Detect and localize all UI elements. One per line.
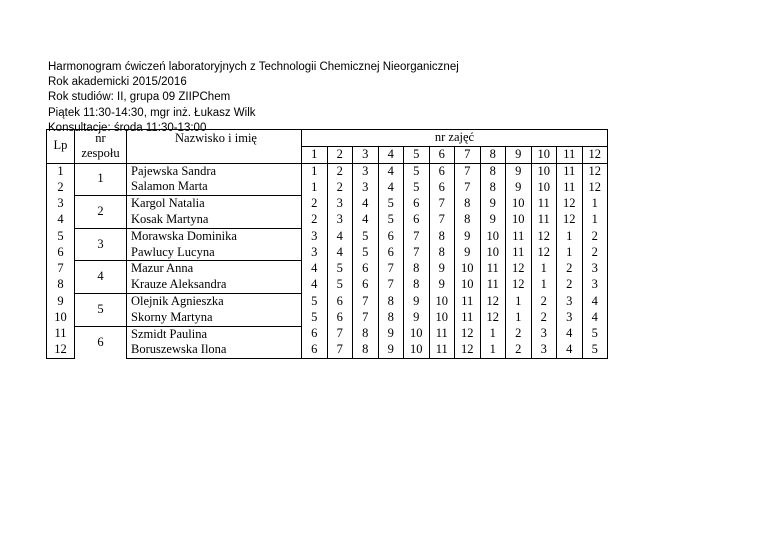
row-session-cell: 7: [404, 245, 430, 261]
row-team-number: 4: [75, 261, 127, 294]
table-row: [47, 196, 608, 212]
row-student-name: Kargol Natalia: [127, 196, 302, 212]
row-session-cell: 4: [353, 212, 379, 228]
row-session-cell: 7: [353, 293, 379, 309]
row-session-cell: 7: [327, 326, 353, 342]
row-session-cell: 3: [557, 310, 583, 326]
row-session-cell: 12: [582, 163, 608, 179]
row-session-cell: 1: [531, 261, 557, 277]
row-session-cell: 2: [327, 163, 353, 179]
row-session-cell: 7: [429, 196, 455, 212]
row-session-cell: 12: [480, 310, 506, 326]
row-session-cell: 2: [302, 196, 328, 212]
row-session-cell: 1: [302, 179, 328, 195]
row-session-cell: 1: [582, 212, 608, 228]
row-session-cell: 11: [506, 228, 532, 244]
session-number: 2: [327, 146, 353, 163]
row-session-cell: 5: [327, 277, 353, 293]
row-session-cell: 9: [480, 196, 506, 212]
row-session-cell: 3: [582, 277, 608, 293]
row-session-cell: 4: [378, 163, 404, 179]
row-student-name: Skorny Martyna: [127, 310, 302, 326]
row-session-cell: 4: [327, 245, 353, 261]
row-lp: 11: [47, 326, 75, 342]
row-session-cell: 10: [404, 326, 430, 342]
row-session-cell: 12: [582, 179, 608, 195]
table-row: [47, 179, 608, 195]
session-number: 6: [429, 146, 455, 163]
row-student-name: Boruszewska Ilona: [127, 342, 302, 358]
row-session-cell: 8: [429, 245, 455, 261]
row-session-cell: 8: [404, 277, 430, 293]
row-lp: 12: [47, 342, 75, 358]
row-session-cell: 9: [404, 293, 430, 309]
row-student-name: Olejnik Agnieszka: [127, 293, 302, 309]
row-lp: 5: [47, 228, 75, 244]
row-session-cell: 5: [582, 342, 608, 358]
header-name: [127, 130, 302, 164]
row-session-cell: 4: [353, 196, 379, 212]
row-session-cell: 4: [557, 326, 583, 342]
row-session-cell: 6: [327, 310, 353, 326]
table-row: [47, 261, 608, 277]
header-team-number: [75, 130, 127, 164]
table-row: [47, 228, 608, 244]
session-number: 12: [582, 146, 608, 163]
row-session-cell: 1: [582, 196, 608, 212]
row-session-cell: 3: [353, 163, 379, 179]
row-session-cell: 12: [557, 196, 583, 212]
row-session-cell: 7: [327, 342, 353, 358]
row-session-cell: 11: [455, 293, 481, 309]
row-lp: 1: [47, 163, 75, 179]
row-session-cell: 12: [531, 245, 557, 261]
header-academic-year: Rok akademicki 2015/2016: [48, 76, 187, 89]
row-session-cell: 11: [506, 245, 532, 261]
row-session-cell: 3: [582, 261, 608, 277]
row-session-cell: 5: [327, 261, 353, 277]
row-session-cell: 7: [455, 163, 481, 179]
row-session-cell: 5: [582, 326, 608, 342]
row-session-cell: 1: [506, 293, 532, 309]
row-session-cell: 4: [582, 293, 608, 309]
row-session-cell: 10: [455, 277, 481, 293]
row-session-cell: 12: [455, 342, 481, 358]
row-session-cell: 3: [531, 342, 557, 358]
row-session-cell: 10: [506, 212, 532, 228]
session-number: 4: [378, 146, 404, 163]
table-row: [47, 245, 608, 261]
row-session-cell: 2: [327, 179, 353, 195]
row-session-cell: 12: [557, 212, 583, 228]
row-session-cell: 1: [531, 277, 557, 293]
row-session-cell: 11: [557, 163, 583, 179]
row-session-cell: 4: [582, 310, 608, 326]
row-session-cell: 11: [429, 342, 455, 358]
table-row: [47, 163, 608, 179]
row-lp: 7: [47, 261, 75, 277]
row-student-name: Szmidt Paulina: [127, 326, 302, 342]
row-session-cell: 12: [531, 228, 557, 244]
table-row: [47, 212, 608, 228]
row-session-cell: 6: [404, 196, 430, 212]
row-session-cell: 9: [455, 228, 481, 244]
row-lp: 4: [47, 212, 75, 228]
row-session-cell: 1: [480, 342, 506, 358]
row-lp: 3: [47, 196, 75, 212]
row-session-cell: 6: [404, 212, 430, 228]
row-session-cell: 11: [557, 179, 583, 195]
row-session-cell: 9: [506, 163, 532, 179]
row-session-cell: 4: [557, 342, 583, 358]
row-session-cell: 8: [353, 326, 379, 342]
row-session-cell: 7: [353, 310, 379, 326]
row-lp: 2: [47, 179, 75, 195]
row-session-cell: 9: [506, 179, 532, 195]
session-number: 10: [531, 146, 557, 163]
row-team-number: 3: [75, 228, 127, 261]
header-lp: Lp: [47, 130, 75, 164]
row-session-cell: 12: [480, 293, 506, 309]
row-session-cell: 4: [302, 261, 328, 277]
row-session-cell: 8: [480, 179, 506, 195]
header-sessions: nr zajęć: [302, 130, 608, 147]
row-session-cell: 4: [302, 277, 328, 293]
table-row: [47, 310, 608, 326]
row-session-cell: 9: [455, 245, 481, 261]
row-session-cell: 5: [378, 212, 404, 228]
row-session-cell: 6: [429, 179, 455, 195]
row-session-cell: 9: [378, 342, 404, 358]
row-session-cell: 3: [302, 228, 328, 244]
header-title: Harmonogram ćwiczeń laboratoryjnych z Technologii Chemicznej Nieorganicznej: [48, 61, 459, 73]
session-number: 1: [302, 146, 328, 163]
row-session-cell: 6: [327, 293, 353, 309]
row-lp: 10: [47, 310, 75, 326]
row-session-cell: 1: [302, 163, 328, 179]
header-team-number-line1: nr: [95, 130, 106, 145]
row-session-cell: 2: [557, 261, 583, 277]
row-session-cell: 7: [378, 277, 404, 293]
row-session-cell: 5: [302, 310, 328, 326]
row-session-cell: 10: [531, 163, 557, 179]
row-session-cell: 12: [455, 326, 481, 342]
row-session-cell: 9: [480, 212, 506, 228]
row-session-cell: 3: [531, 326, 557, 342]
row-session-cell: 2: [506, 326, 532, 342]
row-session-cell: 8: [429, 228, 455, 244]
row-session-cell: 9: [378, 326, 404, 342]
header-schedule-instructor: Piątek 11:30-14:30, mgr inż. Łukasz Wilk: [48, 106, 256, 119]
row-session-cell: 2: [582, 245, 608, 261]
table-header-row: [47, 130, 608, 147]
header-team-number-line2: zespołu: [81, 146, 120, 161]
row-student-name: Mazur Anna: [127, 261, 302, 277]
row-session-cell: 5: [404, 163, 430, 179]
row-session-cell: 10: [506, 196, 532, 212]
row-session-cell: 3: [327, 196, 353, 212]
row-session-cell: 11: [429, 326, 455, 342]
row-session-cell: 5: [353, 228, 379, 244]
row-session-cell: 8: [455, 212, 481, 228]
row-session-cell: 3: [302, 245, 328, 261]
row-session-cell: 9: [429, 277, 455, 293]
row-session-cell: 8: [480, 163, 506, 179]
table-row: [47, 326, 608, 342]
row-session-cell: 12: [506, 277, 532, 293]
row-session-cell: 2: [506, 342, 532, 358]
document-header: [48, 60, 459, 136]
row-student-name: Salamon Marta: [127, 179, 302, 195]
table-row: [47, 277, 608, 293]
header-name-label: Nazwisko i imię: [175, 131, 257, 146]
row-lp: 6: [47, 245, 75, 261]
row-session-cell: 2: [531, 310, 557, 326]
row-session-cell: 1: [480, 326, 506, 342]
row-session-cell: 6: [302, 326, 328, 342]
row-session-cell: 7: [404, 228, 430, 244]
row-session-cell: 2: [531, 293, 557, 309]
row-team-number: 6: [75, 326, 127, 359]
row-session-cell: 5: [353, 245, 379, 261]
row-session-cell: 6: [353, 277, 379, 293]
row-student-name: Pajewska Sandra: [127, 163, 302, 179]
row-session-cell: 1: [557, 228, 583, 244]
row-session-cell: 2: [302, 212, 328, 228]
session-number: 5: [404, 146, 430, 163]
row-session-cell: 10: [531, 179, 557, 195]
row-session-cell: 3: [327, 212, 353, 228]
row-session-cell: 1: [506, 310, 532, 326]
row-session-cell: 10: [429, 310, 455, 326]
row-team-number: 2: [75, 196, 127, 229]
row-session-cell: 11: [480, 277, 506, 293]
row-session-cell: 7: [378, 261, 404, 277]
row-session-cell: 5: [404, 179, 430, 195]
row-session-cell: 10: [404, 342, 430, 358]
row-session-cell: 6: [353, 261, 379, 277]
header-study-group: Rok studiów: II, grupa 09 ZIIPChem: [48, 91, 231, 104]
row-session-cell: 9: [404, 310, 430, 326]
schedule-table: [46, 129, 608, 359]
row-student-name: Morawska Dominika: [127, 228, 302, 244]
row-session-cell: 8: [378, 310, 404, 326]
session-number: 8: [480, 146, 506, 163]
table-row: [47, 293, 608, 309]
row-session-cell: 11: [531, 196, 557, 212]
row-session-cell: 11: [531, 212, 557, 228]
row-session-cell: 4: [378, 179, 404, 195]
row-lp: 8: [47, 277, 75, 293]
row-session-cell: 8: [455, 196, 481, 212]
row-session-cell: 3: [353, 179, 379, 195]
session-number: 11: [557, 146, 583, 163]
row-session-cell: 2: [582, 228, 608, 244]
row-session-cell: 8: [404, 261, 430, 277]
row-session-cell: 9: [429, 261, 455, 277]
row-session-cell: 3: [557, 293, 583, 309]
row-session-cell: 7: [429, 212, 455, 228]
row-student-name: Krauze Aleksandra: [127, 277, 302, 293]
row-session-cell: 8: [378, 293, 404, 309]
row-session-cell: 10: [455, 261, 481, 277]
row-session-cell: 10: [429, 293, 455, 309]
row-session-cell: 2: [557, 277, 583, 293]
row-session-cell: 4: [327, 228, 353, 244]
row-student-name: Kosak Martyna: [127, 212, 302, 228]
row-session-cell: 7: [455, 179, 481, 195]
row-session-cell: 12: [506, 261, 532, 277]
row-session-cell: 10: [480, 245, 506, 261]
row-team-number: 5: [75, 293, 127, 326]
row-session-cell: 5: [302, 293, 328, 309]
row-session-cell: 11: [455, 310, 481, 326]
row-session-cell: 1: [557, 245, 583, 261]
header-consultations: Konsultacje: środa 11:30-13:00: [48, 121, 207, 134]
table-row: [47, 342, 608, 358]
row-session-cell: 11: [480, 261, 506, 277]
session-number: 9: [506, 146, 532, 163]
row-session-cell: 6: [378, 245, 404, 261]
row-session-cell: 6: [302, 342, 328, 358]
row-student-name: Pawlucy Lucyna: [127, 245, 302, 261]
row-session-cell: 6: [378, 228, 404, 244]
row-session-cell: 6: [429, 163, 455, 179]
row-session-cell: 10: [480, 228, 506, 244]
row-lp: 9: [47, 293, 75, 309]
session-number: 3: [353, 146, 379, 163]
row-session-cell: 8: [353, 342, 379, 358]
row-team-number: 1: [75, 163, 127, 196]
row-session-cell: 5: [378, 196, 404, 212]
session-number: 7: [455, 146, 481, 163]
